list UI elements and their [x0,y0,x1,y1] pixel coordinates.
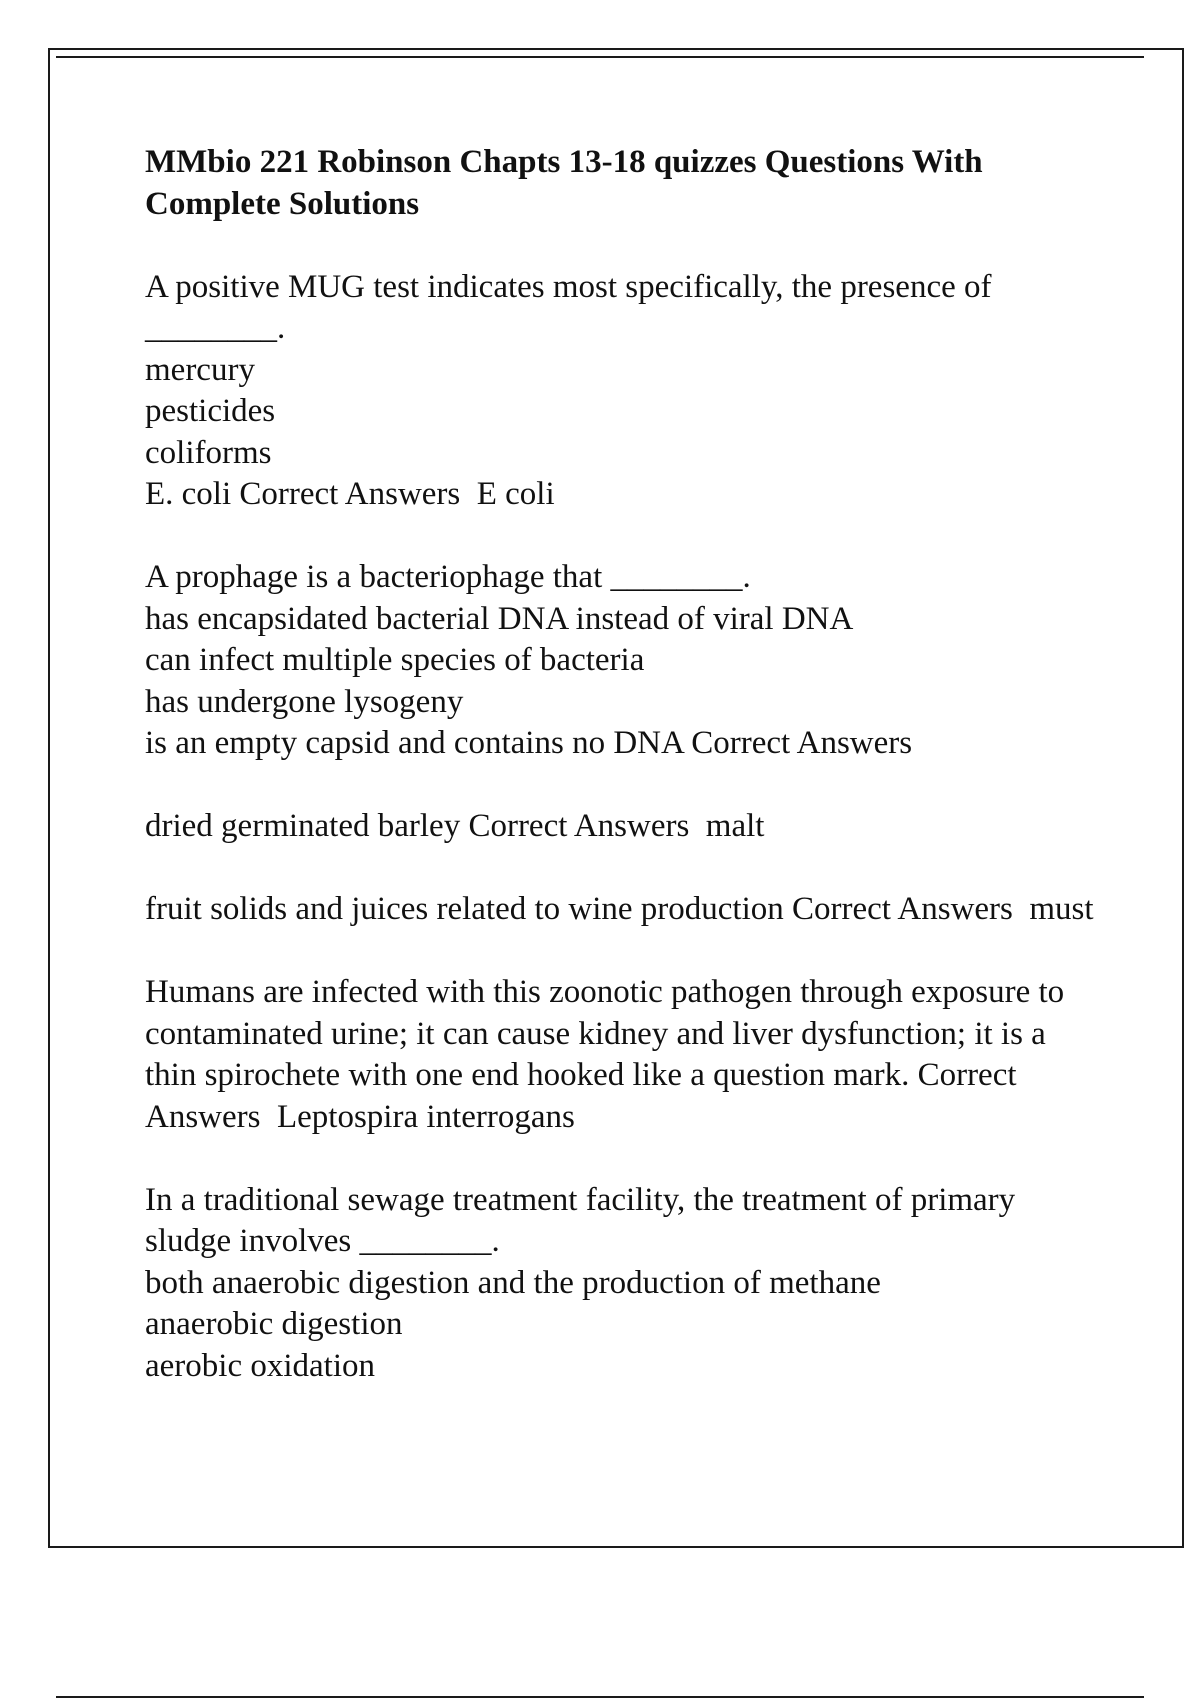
answer-option: mercury [145,351,255,388]
answer-option-with-correct-answer: E. coli Correct Answers E coli [145,476,555,512]
question-block-malt [145,806,1105,848]
question-block-sewage [145,1180,1105,1388]
answer-option: aerobic oxidation [145,1347,376,1384]
header-rule [56,56,1144,58]
question-text: A prophage is a bacteriophage that ________. [145,559,751,595]
answer-option: coliforms [145,434,272,471]
footer-rule [56,1696,1144,1698]
question-block-prophage [145,557,1105,765]
question-text: In a traditional sewage treatment facility, the treatment of primary sludge involves ________. [145,1181,1024,1259]
question-with-answer: fruit solids and juices related to wine production Correct Answers must [145,891,1094,927]
answer-option-with-correct-answer: is an empty capsid and contains no DNA Correct Answers [145,725,913,761]
document-title: MMbio 221 Robinson Chapts 13-18 quizzes Questions With Complete Solutions [145,144,983,222]
answer-option: can infect multiple species of bacteria [145,642,645,678]
question-block-must [145,889,1105,931]
document-body [145,142,1105,1429]
question-block-leptospira [145,972,1105,1138]
answer-option: pesticides [145,393,276,429]
answer-option: has undergone lysogeny [145,683,464,720]
question-with-answer: dried germinated barley Correct Answers malt [145,808,765,844]
question-text: A positive MUG test indicates most specifically, the presence of ________. [145,268,1000,346]
answer-option: has encapsidated bacterial DNA instead of viral DNA [145,600,854,637]
answer-option: anaerobic digestion [145,1306,403,1342]
question-with-answer: Humans are infected with this zoonotic pathogen through exposure to contaminated urine; it can cause kidney and liver dysfunction; it is a thin spirochete with one end hooked like a question mark. Correct Answers Leptospira interrogans [145,974,1073,1135]
answer-option: both anaerobic digestion and the production of methane [145,1264,881,1301]
question-block-mug-test [145,267,1105,516]
